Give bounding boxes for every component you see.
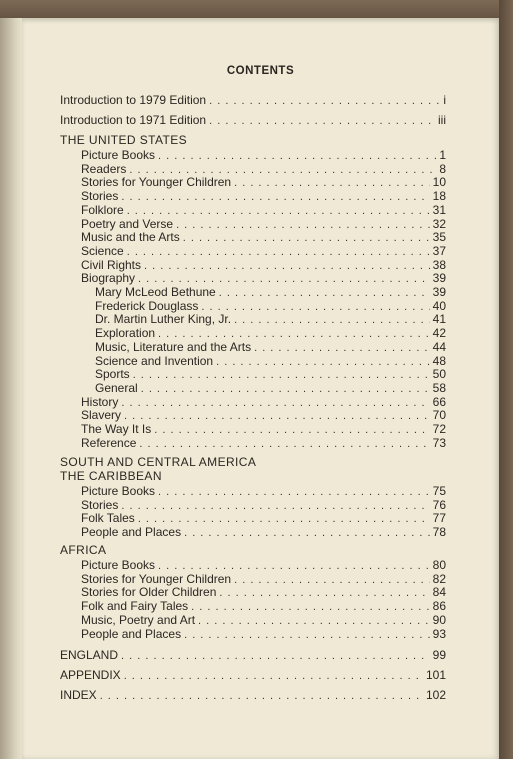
toc-entry-title: Exploration — [95, 326, 156, 341]
toc-entry-title: Introduction to 1979 Edition — [60, 93, 207, 107]
toc-entry — [81, 422, 446, 436]
toc-entry — [81, 271, 446, 285]
toc-entry-page: 39 — [432, 285, 446, 299]
toc-entry — [95, 354, 446, 368]
toc-entry-title: History — [81, 394, 119, 409]
toc-entry-title: Mary McLeod Bethune — [95, 285, 216, 299]
toc-entry — [81, 585, 446, 599]
toc-entry-title: Frederick Douglass — [95, 298, 199, 313]
toc-entry-page: 31 — [432, 202, 446, 217]
toc-entry — [95, 381, 446, 395]
toc-entry-title: Stories — [81, 497, 119, 512]
toc-entry-page: i — [443, 93, 446, 107]
toc-entry — [81, 572, 446, 586]
toc-entry — [81, 613, 446, 627]
toc-entry — [60, 688, 446, 702]
toc-entry-page: 18 — [432, 189, 446, 204]
toc-entry — [81, 395, 446, 409]
toc-entry — [81, 217, 446, 231]
toc-entry-title: Folklore — [81, 202, 124, 217]
toc-entry — [95, 340, 446, 354]
toc-entry-page: 78 — [432, 525, 446, 540]
dot-leader — [209, 114, 435, 128]
toc-entry-page: 66 — [432, 394, 446, 409]
toc-entry-title: Stories for Younger Children — [81, 175, 232, 190]
section-heading: AFRICA — [60, 543, 107, 557]
toc-entry-page: 1 — [439, 148, 446, 162]
dot-leader — [121, 649, 430, 663]
toc-entry-page: 72 — [432, 422, 446, 436]
toc-entry — [60, 113, 446, 127]
toc-entry-title: INDEX — [60, 688, 97, 702]
toc-entry-page: 10 — [432, 175, 446, 190]
toc-entry-page: 58 — [432, 380, 446, 395]
toc-entry — [81, 244, 446, 258]
dot-leader — [184, 526, 430, 540]
toc-entry-title: APPENDIX — [60, 668, 121, 682]
toc-entry-title: Poetry and Verse — [81, 216, 174, 231]
contents-page — [22, 18, 499, 759]
toc-entry-page: 48 — [432, 353, 446, 368]
toc-entry — [81, 408, 446, 422]
toc-entry-page: 82 — [432, 571, 446, 586]
dot-leader — [100, 689, 423, 703]
section-heading: THE UNITED STATES — [60, 133, 188, 147]
toc-entry-page: 84 — [432, 585, 446, 600]
toc-entry-title: Science and Invention — [95, 353, 214, 368]
toc-entry — [95, 326, 446, 340]
toc-entry — [81, 599, 446, 613]
toc-entry-page: 37 — [432, 243, 446, 258]
toc-entry — [81, 203, 446, 217]
toc-entry — [81, 525, 446, 539]
toc-entry — [60, 648, 446, 662]
toc-entry-title: Dr. Martin Luther King, Jr. — [95, 312, 232, 327]
toc-entry-title: Stories for Older Children — [81, 585, 217, 600]
toc-entry-page: iii — [438, 113, 446, 127]
toc-entry-page: 44 — [432, 339, 446, 354]
section-heading: THE CARIBBEAN — [60, 469, 162, 483]
toc-entry-page: 70 — [432, 408, 446, 423]
toc-entry-page: 50 — [432, 367, 446, 382]
book-gutter — [0, 18, 23, 759]
toc-entry — [81, 436, 446, 450]
toc-entry-title: Music, Poetry and Art — [81, 612, 196, 627]
toc-entry — [95, 367, 446, 381]
toc-entry-title: Folk Tales — [81, 511, 135, 526]
toc-entry — [95, 299, 446, 313]
toc-entry-title: Slavery — [81, 408, 122, 423]
toc-entry — [81, 230, 446, 244]
toc-entry-title: General — [95, 380, 138, 395]
toc-entry-page: 90 — [432, 612, 446, 627]
toc-entry-page: 40 — [432, 298, 446, 313]
toc-entry-page: 86 — [432, 599, 446, 614]
toc-entry-title: People and Places — [81, 525, 182, 540]
toc-entry-page: 41 — [432, 312, 446, 327]
dot-leader — [124, 669, 423, 683]
toc-entry-page: 75 — [432, 484, 446, 498]
toc-entry — [95, 312, 446, 326]
toc-entry — [81, 558, 446, 572]
toc-entry-page: 102 — [425, 688, 446, 702]
toc-entry-page: 77 — [432, 511, 446, 526]
toc-entry — [95, 285, 446, 299]
toc-entry-title: Readers — [81, 161, 127, 176]
toc-entry-page: 32 — [432, 216, 446, 231]
toc-entry-title: Picture Books — [81, 558, 156, 572]
toc-entry-title: People and Places — [81, 626, 182, 641]
toc-entry-page: 8 — [439, 161, 446, 176]
toc-entry-page: 35 — [432, 230, 446, 245]
toc-entry-title: Civil Rights — [81, 257, 142, 272]
toc-entry-title: Introduction to 1971 Edition — [60, 113, 207, 127]
toc-entry — [60, 668, 446, 682]
toc-entry-title: Biography — [81, 271, 136, 286]
toc-entry-title: The Way It Is — [81, 422, 152, 436]
toc-entry — [81, 627, 446, 641]
toc-entry — [81, 258, 446, 272]
page-title: CONTENTS — [226, 65, 295, 77]
toc-entry-page: 73 — [432, 435, 446, 450]
toc-entry — [60, 93, 446, 107]
toc-entry-page: 42 — [432, 326, 446, 341]
toc-entry-page: 38 — [432, 257, 446, 272]
dot-leader — [184, 628, 430, 642]
toc-entry — [81, 498, 446, 512]
toc-entry-page: 101 — [425, 668, 446, 682]
toc-entry-title: Sports — [95, 367, 130, 382]
toc-entry-page: 39 — [432, 271, 446, 286]
toc-entry — [81, 511, 446, 525]
toc-entry-page: 93 — [432, 626, 446, 641]
toc-entry-title: Stories — [81, 189, 119, 204]
toc-entry-title: Picture Books — [81, 148, 156, 162]
toc-entry — [81, 175, 446, 189]
toc-entry-title: Folk and Fairy Tales — [81, 599, 189, 614]
toc-entry-page: 76 — [432, 497, 446, 512]
toc-entry — [81, 484, 446, 498]
toc-entry-title: Music and the Arts — [81, 230, 180, 245]
dot-leader — [139, 437, 429, 451]
toc-entry — [81, 162, 446, 176]
toc-entry-title: Picture Books — [81, 484, 156, 498]
toc-entry — [81, 189, 446, 203]
toc-entry-title: Stories for Younger Children — [81, 571, 232, 586]
toc-entry — [81, 148, 446, 162]
toc-entry-page: 80 — [432, 558, 446, 572]
toc-entry-title: Science — [81, 243, 124, 258]
section-heading: SOUTH AND CENTRAL AMERICA — [60, 455, 257, 469]
toc-entry-page: 99 — [432, 648, 446, 662]
toc-entry-title: Music, Literature and the Arts — [95, 339, 252, 354]
toc-entry-title: ENGLAND — [60, 648, 119, 662]
dot-leader — [209, 94, 440, 108]
book-cover-edge — [499, 0, 513, 759]
toc-entry-title: Reference — [81, 435, 137, 450]
